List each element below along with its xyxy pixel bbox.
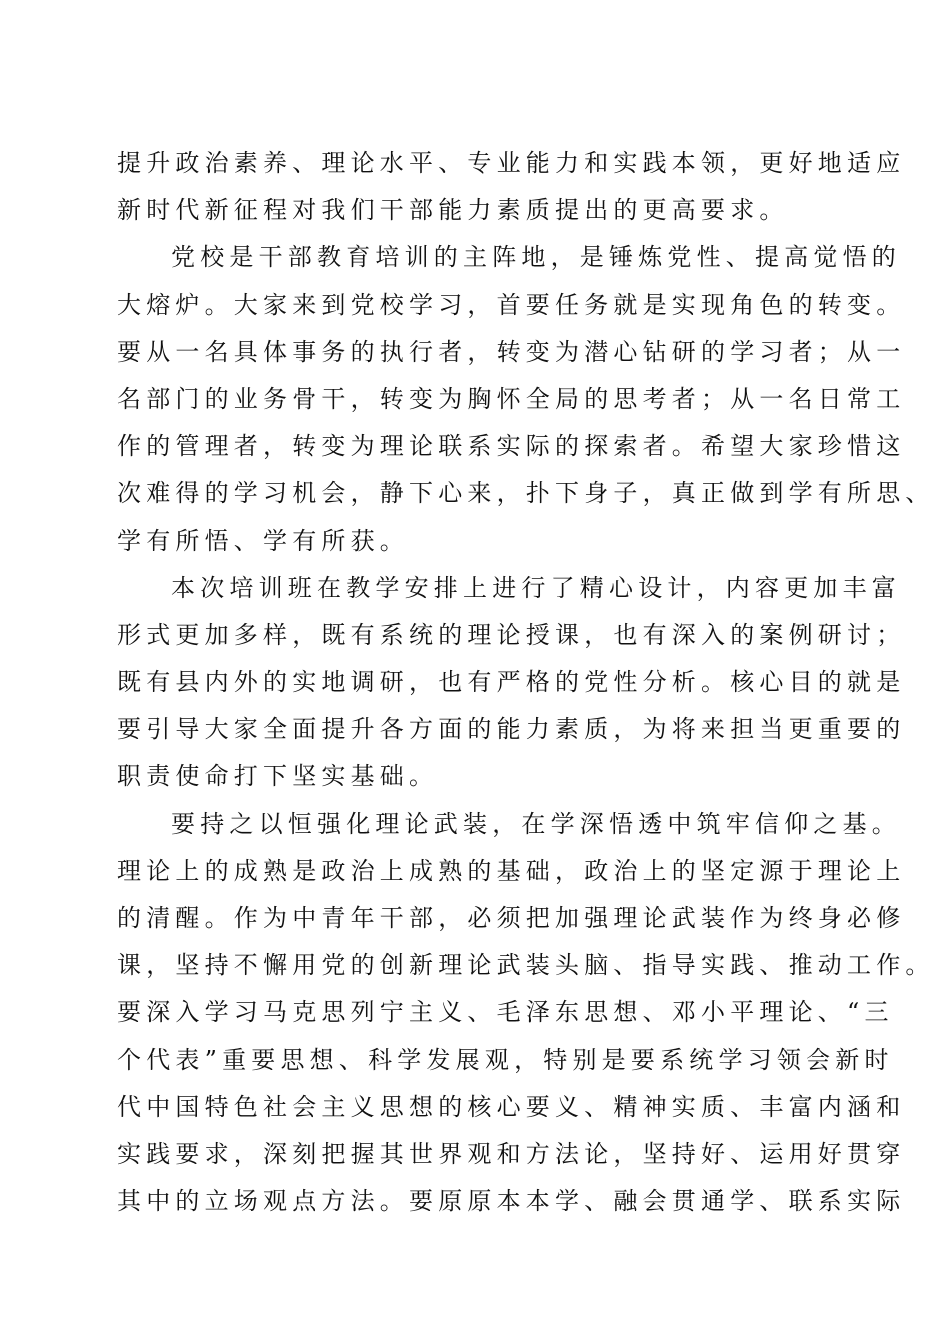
text-line: 大熔炉。大家来到党校学习，首要任务就是实现角色的转变。 [117,290,906,319]
text-line: 要持之以恒强化理论武装，在学深悟透中筑牢信仰之基。 [171,809,901,838]
text-line: 党校是干部教育培训的主阵地，是锤炼党性、提高觉悟的 [171,243,901,272]
paragraph [117,140,906,234]
text-line: 既有县内外的实地调研，也有严格的党性分析。核心目的就是 [117,668,906,697]
body-text [117,140,935,1225]
text-line: 理论上的成熟是政治上成熟的基础，政治上的坚定源于理论上 [117,856,906,885]
text-line: 实践要求，深刻把握其世界观和方法论，坚持好、运用好贯穿 [117,1139,906,1168]
text-line: 本次培训班在教学安排上进行了精心设计，内容更加丰富 [171,573,901,602]
text-line: 个代表”重要思想、科学发展观，特别是要系统学习领会新时 [117,1045,894,1074]
text-line: 新时代新征程对我们干部能力素质提出的更高要求。 [117,196,789,225]
text-line: 代中国特色社会主义思想的核心要义、精神实质、丰富内涵和 [117,1092,906,1121]
text-line: 形式更加多样，既有系统的理论授课，也有深入的案例研讨； [117,620,906,649]
text-line: 其中的立场观点方法。要原原本本学、融会贯通学、联系实际 [117,1187,906,1216]
text-line: 学有所悟、学有所获。 [117,526,409,555]
text-line: 名部门的业务骨干，转变为胸怀全局的思考者；从一名日常工 [117,384,906,413]
text-line: 职责使命打下坚实基础。 [117,762,439,791]
paragraph [117,801,935,1226]
text-line: 提升政治素养、理论水平、专业能力和实践本领，更好地适应 [117,149,906,177]
paragraph [117,234,935,564]
text-line: 要引导大家全面提升各方面的能力素质，为将来担当更重要的 [117,715,906,744]
text-line: 要深入学习马克思列宁主义、毛泽东思想、邓小平理论、“三 [117,998,894,1027]
text-line: 课，坚持不懈用党的创新理论武装头脑、指导实践、推动工作。 [117,951,935,980]
text-line: 的清醒。作为中青年干部，必须把加强理论武装作为终身必修 [117,904,906,932]
text-line: 次难得的学习机会，静下心来，扑下身子，真正做到学有所思、 [117,479,935,508]
text-line: 作的管理者，转变为理论联系实际的探索者。希望大家珍惜这 [117,432,906,461]
paragraph [117,565,906,801]
text-line: 要从一名具体事务的执行者，转变为潜心钻研的学习者；从一 [117,337,906,366]
